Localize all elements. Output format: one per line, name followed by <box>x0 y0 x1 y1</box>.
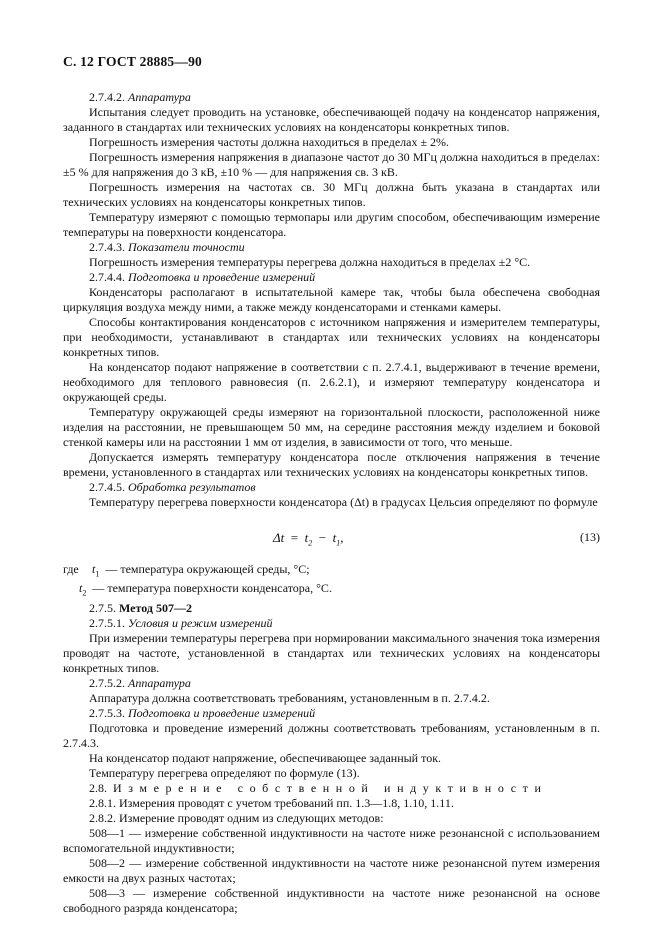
where-word: где <box>63 562 79 576</box>
section-number: 2.7.4.5. <box>89 480 125 494</box>
section-number: 2.7.5.1. <box>89 615 125 630</box>
document-body <box>63 90 600 916</box>
section-title: Измерение собственной индуктивности <box>113 780 548 795</box>
paragraph: Погрешность измерения на частотах св. 30 МГц должна быть указана в стандартах или технических условиях на конденсаторы конкретных типов. <box>63 180 600 209</box>
paragraph: Погрешность измерения напряжения в диапазоне частот до 30 МГц должна находиться в пределах: ±5 % для напряжения до 3 кВ, ±10 % — для напряжения св. 3 кВ. <box>63 150 600 179</box>
formula-13 <box>63 518 600 558</box>
paragraph: На конденсатор подают напряжение, обеспечивающее заданный ток. <box>89 750 442 765</box>
section-number: 2.7.4.4. <box>89 270 125 284</box>
where-line-2 <box>63 581 600 600</box>
where-var-sub: 2 <box>82 588 87 598</box>
section-number: 2.7.5. <box>89 600 116 615</box>
formula-tail: , <box>340 530 344 545</box>
section-title: Метод 507—2 <box>119 600 192 615</box>
formula-lhs: Δt <box>273 530 285 545</box>
section-heading-2-7-4-4 <box>63 270 600 285</box>
where-text: — температура поверхности конденсатора, °С. <box>92 581 332 596</box>
section-heading-2-7-4-2 <box>63 90 600 105</box>
where-var: t <box>92 562 96 576</box>
section-title: Подготовка и проведение измерений <box>128 270 316 284</box>
section-heading-2-7-5-2 <box>63 676 600 691</box>
section-number: 2.8. <box>89 780 107 795</box>
section-title: Показатели точности <box>128 240 245 254</box>
paragraph: На конденсатор подают напряжение в соответствии с п. 2.7.4.1, выдерживают в течение времени, необходимого для теплового равновесия (п. 2.6.2.1), и измеряют температуру конденсатора и окружающей среды. <box>63 360 600 404</box>
paragraph: Аппаратура должна соответствовать требованиям, установленным в п. 2.7.4.2. <box>89 690 490 705</box>
where-text: — температура окружающей среды, °С; <box>105 562 310 576</box>
formula-number: (13) <box>580 530 600 544</box>
paragraph: Температуру окружающей среды измеряют на горизонтальной плоскости, расположенной ниже изделия на расстоянии, не превышающем 50 мм, на середине расстояния между изделием и боковой стенкой камеры или на расстоянии 1 мм от изделия, в зависимости от того, что меньше. <box>63 405 600 449</box>
section-heading-2-7-5 <box>63 601 600 616</box>
paragraph: 2.8.2. Измерение проводят одним из следующих методов: <box>89 810 384 825</box>
page-header: С. 12 ГОСТ 28885—90 <box>63 54 202 69</box>
paragraph: Погрешность измерения частоты должна находиться в пределах ± 2%. <box>89 135 450 149</box>
paragraph: Испытания следует проводить на установке, обеспечивающей подачу на конденсатор напряжения, заданного в стандартах или технических условиях на конденсаторы конкретных типов. <box>63 105 600 134</box>
section-number: 2.7.4.2. <box>89 90 125 104</box>
section-number: 2.7.5.3. <box>89 705 125 720</box>
paragraph: Способы контактирования конденсаторов с источником напряжения и измерителем температуры, при необходимости, устанавливают в стандартах или технических условиях на конденсаторы конкретных типов. <box>63 315 600 359</box>
section-heading-2-7-4-5 <box>63 480 600 495</box>
formula-t2-sub: 2 <box>308 538 313 548</box>
section-title: Аппаратура <box>128 675 191 690</box>
section-title: Обработка результатов <box>128 480 256 494</box>
section-heading-2-7-5-1 <box>63 616 600 631</box>
formula-t1: t <box>332 530 337 545</box>
paragraph: Температуру перегрева поверхности конденсатора (Δt) в градусах Цельсия определяют по формуле <box>89 495 598 509</box>
paragraph: Погрешность измерения температуры перегрева должна находиться в пределах ±2 °С. <box>89 255 531 269</box>
formula-t2: t <box>304 530 309 545</box>
where-line-1 <box>63 562 600 581</box>
paragraph: 508—1 — измерение собственной индуктивности на частоте ниже резонансной с использованием вспомогательной индуктивности; <box>63 825 600 855</box>
section-heading-2-7-4-3 <box>63 240 600 255</box>
paragraph: 2.8.1. Измерения проводят с учетом требований пп. 1.3—1.8, 1.10, 1.11. <box>89 795 454 810</box>
where-var-sub: 1 <box>95 569 100 579</box>
paragraph: Допускается измерять температуру конденсатора после отключения напряжения в течение времени, установленного в стандартах или технических условиях на конденсаторы конкретных типов. <box>63 450 600 479</box>
section-title: Аппаратура <box>128 90 191 104</box>
where-var: t <box>79 581 83 596</box>
paragraph: Подготовка и проведение измерений должны соответствовать требованиям, установленным в п. 2.7.4.3. <box>63 720 600 750</box>
formula-equals: = <box>290 530 299 545</box>
formula-minus: − <box>318 530 327 545</box>
section-title: Подготовка и проведение измерений <box>128 705 316 720</box>
paragraph: Температуру перегрева определяют по формуле (13). <box>89 765 360 780</box>
paragraph: При измерении температуры перегрева при нормировании максимального значения тока измерения проводят на частоте, установленной в стандартах или технических условиях на конденсаторы конкретных типов. <box>63 630 600 675</box>
section-title: Условия и режим измерений <box>128 615 273 630</box>
paragraph: Конденсаторы располагают в испытательной камере так, чтобы была обеспечена свободная циркуляция воздуха между ними, а также между конденсаторами и стенками камеры. <box>63 285 600 314</box>
section-heading-2-7-5-3 <box>63 706 600 721</box>
section-heading-2-8 <box>63 781 600 796</box>
paragraph: 508—3 — измерение собственной индуктивности на частоте ниже резонансной на основе свободного разряда конденсатора; <box>63 885 600 915</box>
section-number: 2.7.5.2. <box>89 675 125 690</box>
formula-t1-sub: 1 <box>336 538 341 548</box>
paragraph: 508—2 — измерение собственной индуктивности на частоте ниже резонансной путем измерения емкости на двух разных частотах; <box>63 855 600 885</box>
paragraph: Температуру измеряют с помощью термопары или другим способом, обеспечивающим измерение температуры на поверхности конденсатора. <box>63 210 600 239</box>
section-number: 2.7.4.3. <box>89 240 125 254</box>
formula-expression <box>273 530 343 551</box>
